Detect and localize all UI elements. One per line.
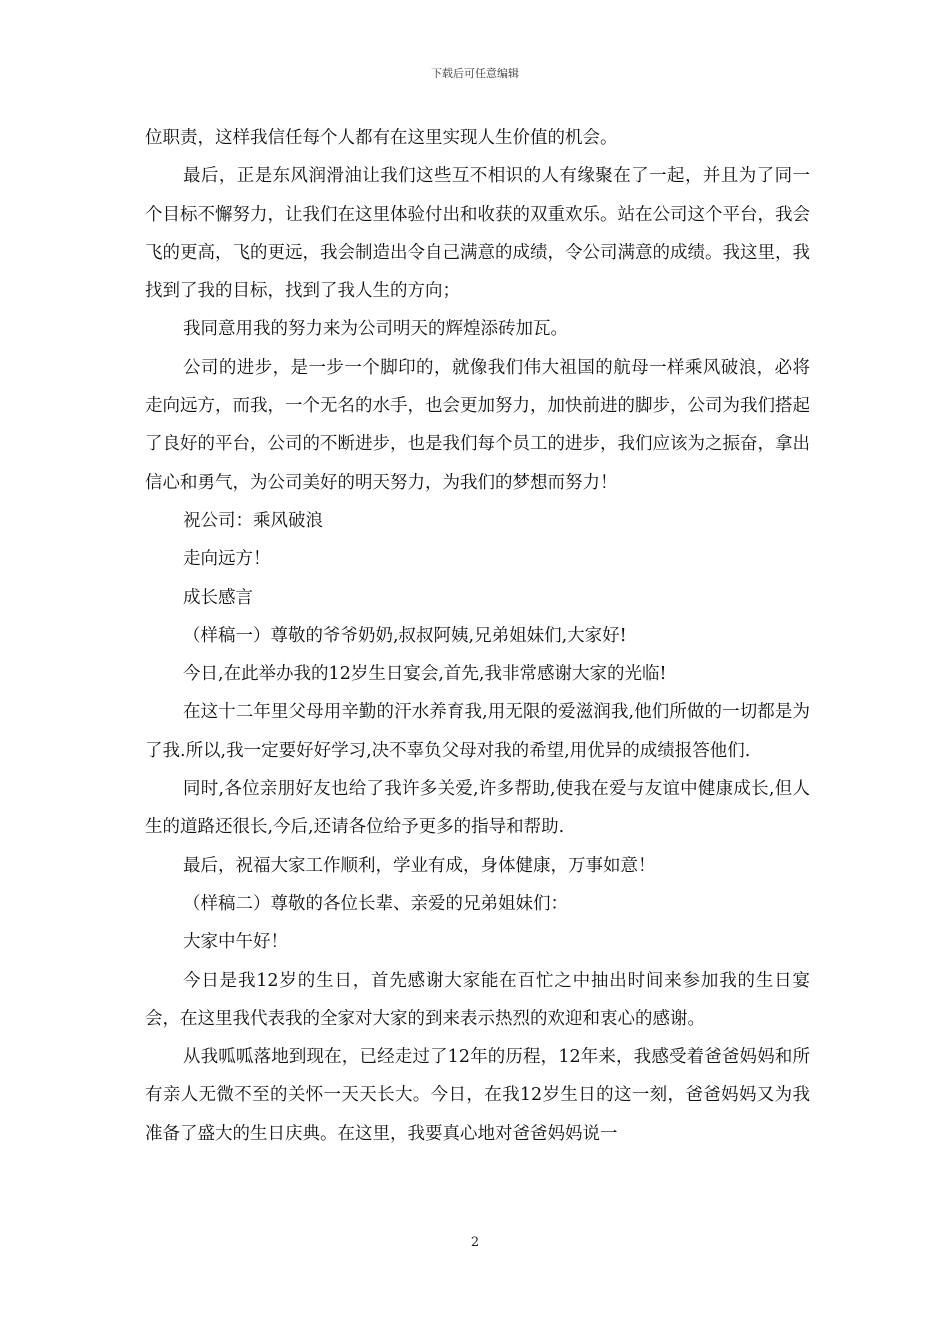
page-header: 下载后可任意编辑: [431, 67, 519, 80]
paragraph: 成长感言: [183, 587, 253, 608]
paragraph: 走向远方！: [183, 549, 271, 570]
paragraph: 位职责，这样我信任每个人都有在这里实现人生价值的机会。: [145, 128, 618, 148]
paragraph: 最后，正是东风润滑油让我们这些互不相识的人有缘聚在了一起，并且为了同一个目标不懈努力，让我们在这里体验付出和收获的双重欢乐。站在公司这个平台，我会飞的更高，飞的更远，我会制造出令自己满意的成绩，令公司满意的成绩。我这里，我找到了我的目标，找到了我人生的方向；: [145, 166, 810, 302]
paragraph: 同时,各位亲朋好友也给了我许多关爱,许多帮助,使我在爱与友谊中健康成长,但人生的道路还很长,今后,还请各位给予更多的指导和帮助.: [145, 779, 810, 838]
paragraph: 公司的进步，是一步一个脚印的，就像我们伟大祖国的航母一样乘风破浪，必将走向远方，而我，一个无名的水手，也会更加努力，加快前进的脚步，公司为我们搭起了良好的平台，公司的不断进步，也是我们每个员工的进步，我们应该为之振奋，拿出信心和勇气，为公司美好的明天努力，为我们的梦想而努力！: [145, 357, 810, 493]
paragraph: 从我呱呱落地到现在，已经走过了12年的历程，12年来，我感受着爸爸妈妈和所有亲人无微不至的关怀一天天长大。今日，在我12岁生日的这一刻，爸爸妈妈又为我准备了盛大的生日庆典。在这里，我要真心地对爸爸妈妈说一: [145, 1047, 810, 1144]
document-body: [145, 119, 810, 1153]
paragraph: 今日,在此举办我的12岁生日宴会,首先,我非常感谢大家的光临!: [183, 664, 667, 685]
paragraph: （样稿一）尊敬的爷爷奶奶,叔叔阿姨,兄弟姐妹们,大家好!: [183, 625, 627, 646]
paragraph: 在这十二年里父母用辛勤的汗水养育我,用无限的爱滋润我,他们所做的一切都是为了我.所以,我一定要好好学习,决不辜负父母对我的希望,用优异的成绩报答他们.: [145, 702, 810, 761]
page-number: 2: [470, 1235, 480, 1250]
paragraph: 最后，祝福大家工作顺利，学业有成，身体健康，万事如意！: [183, 855, 656, 876]
paragraph: 我同意用我的努力来为公司明天的辉煌添砖加瓦。: [183, 319, 568, 340]
paragraph: 祝公司：乘风破浪: [183, 510, 323, 531]
paragraph: （样稿二）尊敬的各位长辈、亲爱的兄弟姐妹们：: [183, 893, 568, 914]
paragraph: 大家中午好！: [183, 932, 288, 953]
paragraph: 今日是我12岁的生日，首先感谢大家能在百忙之中抽出时间来参加我的生日宴会，在这里我代表我的全家对大家的到来表示热烈的欢迎和衷心的感谢。: [145, 970, 810, 1029]
